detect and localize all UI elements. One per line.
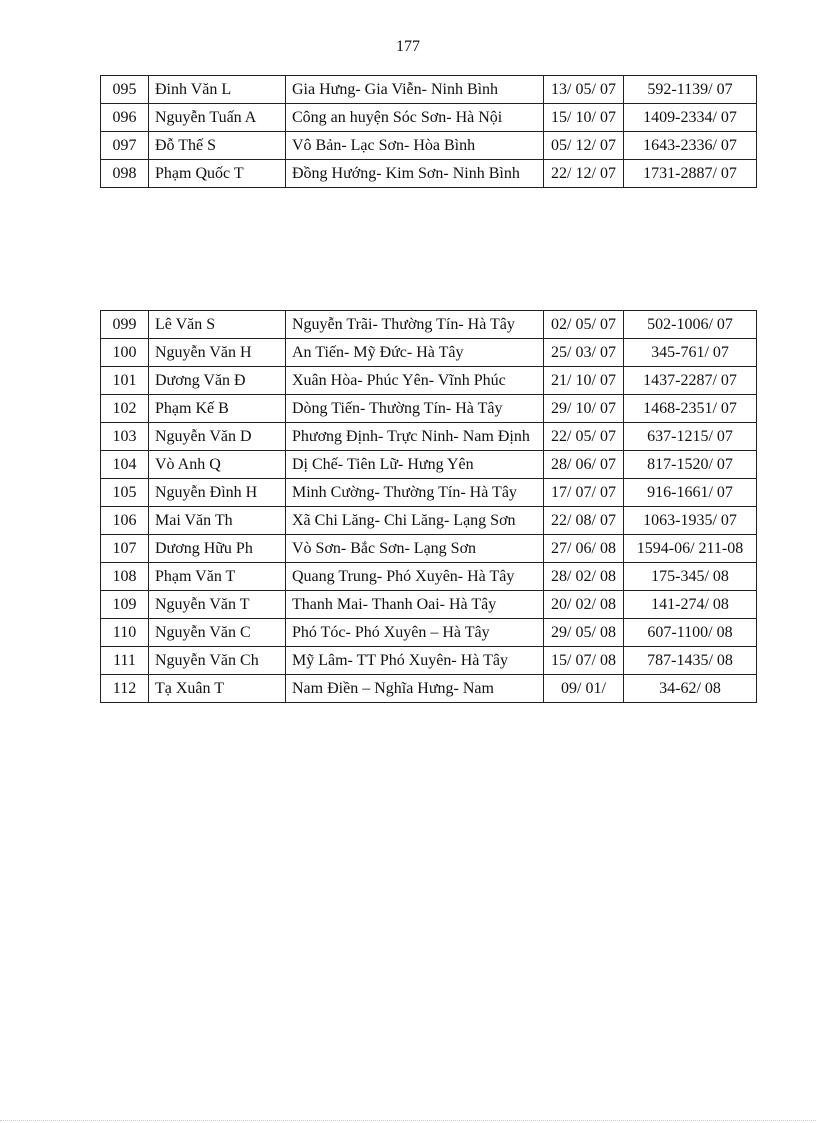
reference-number-cell: 1643-2336/ 07 — [624, 132, 757, 160]
table-row — [101, 367, 757, 395]
date-cell: 09/ 01/ — [544, 675, 624, 703]
date-cell: 15/ 07/ 08 — [544, 647, 624, 675]
address-cell: Công an huyện Sóc Sơn- Hà Nội — [286, 104, 544, 132]
person-name-cell: Dương Văn Đ — [149, 367, 286, 395]
record-number-cell: 096 — [101, 104, 149, 132]
date-cell: 27/ 06/ 08 — [544, 535, 624, 563]
table-row — [101, 619, 757, 647]
table-row — [101, 311, 757, 339]
reference-number-cell: 787-1435/ 08 — [624, 647, 757, 675]
address-cell: Mỹ Lâm- TT Phó Xuyên- Hà Tây — [286, 647, 544, 675]
reference-number-cell: 592-1139/ 07 — [624, 76, 757, 104]
person-name-cell: Nguyễn Văn Ch — [149, 647, 286, 675]
record-number-cell: 109 — [101, 591, 149, 619]
table-row — [101, 395, 757, 423]
address-cell: Quang Trung- Phó Xuyên- Hà Tây — [286, 563, 544, 591]
page-number: 177 — [396, 38, 420, 55]
date-cell: 29/ 05/ 08 — [544, 619, 624, 647]
date-cell: 15/ 10/ 07 — [544, 104, 624, 132]
person-name-cell: Đinh Văn L — [149, 76, 286, 104]
address-cell: Dòng Tiến- Thường Tín- Hà Tây — [286, 395, 544, 423]
table-row — [101, 423, 757, 451]
reference-number-cell: 175-345/ 08 — [624, 563, 757, 591]
date-cell: 17/ 07/ 07 — [544, 479, 624, 507]
table-row — [101, 76, 757, 104]
table-row — [101, 104, 757, 132]
address-cell: Xuân Hòa- Phúc Yên- Vĩnh Phúc — [286, 367, 544, 395]
address-cell: Vò Sơn- Bắc Sơn- Lạng Sơn — [286, 535, 544, 563]
reference-number-cell: 141-274/ 08 — [624, 591, 757, 619]
address-cell: Đồng Hướng- Kim Sơn- Ninh Bình — [286, 160, 544, 188]
table-row — [101, 479, 757, 507]
record-number-cell: 099 — [101, 311, 149, 339]
date-cell: 29/ 10/ 07 — [544, 395, 624, 423]
table-row — [101, 563, 757, 591]
record-number-cell: 102 — [101, 395, 149, 423]
reference-number-cell: 1731-2887/ 07 — [624, 160, 757, 188]
person-name-cell: Tạ Xuân T — [149, 675, 286, 703]
table-row — [101, 675, 757, 703]
person-name-cell: Nguyễn Tuấn A — [149, 104, 286, 132]
date-cell: 05/ 12/ 07 — [544, 132, 624, 160]
record-number-cell: 100 — [101, 339, 149, 367]
record-number-cell: 111 — [101, 647, 149, 675]
reference-number-cell: 1409-2334/ 07 — [624, 104, 757, 132]
person-name-cell: Phạm Văn T — [149, 563, 286, 591]
record-number-cell: 108 — [101, 563, 149, 591]
address-cell: Gia Hưng- Gia Viễn- Ninh Bình — [286, 76, 544, 104]
record-number-cell: 097 — [101, 132, 149, 160]
records-table-1 — [100, 75, 757, 188]
record-number-cell: 107 — [101, 535, 149, 563]
date-cell: 13/ 05/ 07 — [544, 76, 624, 104]
address-cell: Phương Định- Trực Ninh- Nam Định — [286, 423, 544, 451]
table-row — [101, 647, 757, 675]
table-row — [101, 132, 757, 160]
person-name-cell: Phạm Kế B — [149, 395, 286, 423]
record-number-cell: 101 — [101, 367, 149, 395]
date-cell: 25/ 03/ 07 — [544, 339, 624, 367]
person-name-cell: Nguyễn Văn H — [149, 339, 286, 367]
reference-number-cell: 607-1100/ 08 — [624, 619, 757, 647]
person-name-cell: Mai Văn Th — [149, 507, 286, 535]
reference-number-cell: 1437-2287/ 07 — [624, 367, 757, 395]
table-row — [101, 507, 757, 535]
date-cell: 22/ 05/ 07 — [544, 423, 624, 451]
address-cell: Minh Cường- Thường Tín- Hà Tây — [286, 479, 544, 507]
page-bottom-rule — [0, 1120, 816, 1121]
address-cell: Xã Chi Lăng- Chi Lăng- Lạng Sơn — [286, 507, 544, 535]
record-number-cell: 098 — [101, 160, 149, 188]
table-row — [101, 451, 757, 479]
date-cell: 28/ 06/ 07 — [544, 451, 624, 479]
reference-number-cell: 1468-2351/ 07 — [624, 395, 757, 423]
date-cell: 20/ 02/ 08 — [544, 591, 624, 619]
address-cell: Thanh Mai- Thanh Oai- Hà Tây — [286, 591, 544, 619]
reference-number-cell: 637-1215/ 07 — [624, 423, 757, 451]
date-cell: 22/ 12/ 07 — [544, 160, 624, 188]
person-name-cell: Nguyễn Đình H — [149, 479, 286, 507]
person-name-cell: Nguyễn Văn T — [149, 591, 286, 619]
reference-number-cell: 345-761/ 07 — [624, 339, 757, 367]
reference-number-cell: 502-1006/ 07 — [624, 311, 757, 339]
record-number-cell: 110 — [101, 619, 149, 647]
reference-number-cell: 916-1661/ 07 — [624, 479, 757, 507]
records-table-2 — [100, 310, 757, 703]
date-cell: 21/ 10/ 07 — [544, 367, 624, 395]
table-row — [101, 535, 757, 563]
record-number-cell: 103 — [101, 423, 149, 451]
date-cell: 02/ 05/ 07 — [544, 311, 624, 339]
reference-number-cell: 817-1520/ 07 — [624, 451, 757, 479]
person-name-cell: Vò Anh Q — [149, 451, 286, 479]
address-cell: Vô Bản- Lạc Sơn- Hòa Bình — [286, 132, 544, 160]
person-name-cell: Lê Văn S — [149, 311, 286, 339]
record-number-cell: 106 — [101, 507, 149, 535]
table-row — [101, 591, 757, 619]
record-number-cell: 104 — [101, 451, 149, 479]
table-row — [101, 339, 757, 367]
reference-number-cell: 34-62/ 08 — [624, 675, 757, 703]
record-number-cell: 105 — [101, 479, 149, 507]
person-name-cell: Phạm Quốc T — [149, 160, 286, 188]
date-cell: 22/ 08/ 07 — [544, 507, 624, 535]
table-row — [101, 160, 757, 188]
address-cell: Phó Tóc- Phó Xuyên – Hà Tây — [286, 619, 544, 647]
reference-number-cell: 1063-1935/ 07 — [624, 507, 757, 535]
person-name-cell: Dương Hữu Ph — [149, 535, 286, 563]
record-number-cell: 095 — [101, 76, 149, 104]
record-number-cell: 112 — [101, 675, 149, 703]
person-name-cell: Đỗ Thế S — [149, 132, 286, 160]
person-name-cell: Nguyễn Văn C — [149, 619, 286, 647]
address-cell: Nam Điền – Nghĩa Hưng- Nam — [286, 675, 544, 703]
address-cell: Dị Chế- Tiên Lữ- Hưng Yên — [286, 451, 544, 479]
date-cell: 28/ 02/ 08 — [544, 563, 624, 591]
person-name-cell: Nguyễn Văn D — [149, 423, 286, 451]
address-cell: An Tiến- Mỹ Đức- Hà Tây — [286, 339, 544, 367]
reference-number-cell: 1594-06/ 211-08 — [624, 535, 757, 563]
address-cell: Nguyễn Trãi- Thường Tín- Hà Tây — [286, 311, 544, 339]
